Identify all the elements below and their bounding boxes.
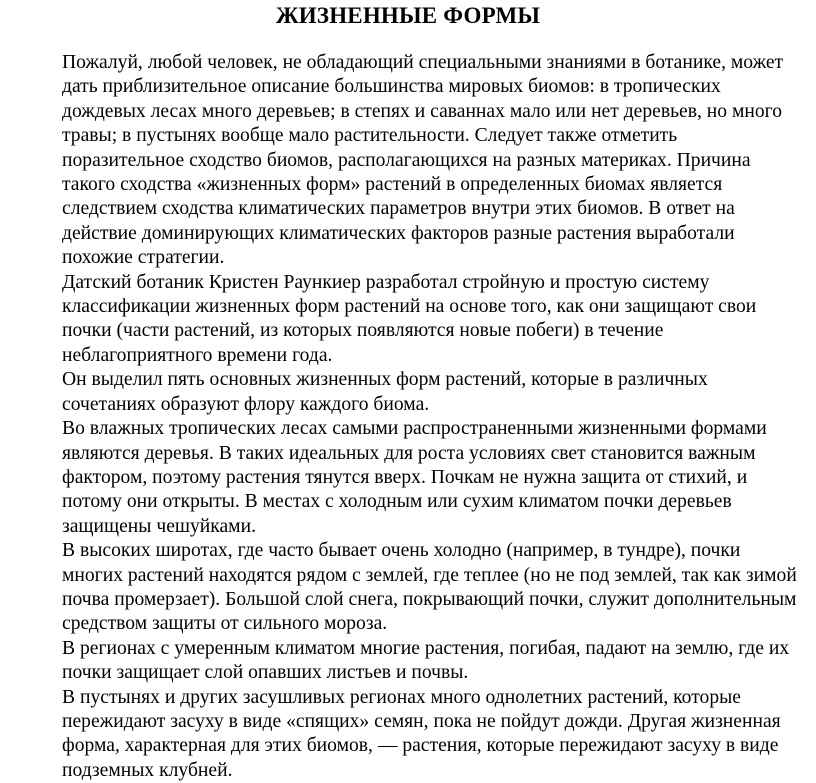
- paragraph-tropical-forests: Во влажных тропических лесах самыми распространенными жизненными формами являются деревья. В таких идеальных для роста условиях свет становится важным фактором, поэтому растения тянутся вверх. Почкам не нужна защита от стихий, и потому они открыты. В местах с холодным или сухим климатом почки деревьев защищены чешуйками.: [62, 418, 767, 537]
- document-body: [62, 51, 802, 783]
- paragraph-temperate-regions: В регионах с умеренным климатом многие растения, погибая, падают на землю, где их почки защищает слой опавших листьев и почвы.: [62, 637, 790, 684]
- paragraph-five-forms: Он выделил пять основных жизненных форм растений, которые в различных сочетаниях образуют флору каждого биома.: [62, 369, 708, 415]
- paragraph-raunkiaer-system: Датский ботаник Кристен Раункиер разработал стройную и простую систему классификации жизненных форм растений на основе того, как они защищают свои почки (части растений, из которых появляются новые побеги) в течение неблагоприятного времени года.: [62, 271, 757, 366]
- paragraph-deserts: В пустынях и других засушливых регионах много однолетних растений, которые пережидают засуху в виде «спящих» семян, пока не пойдут дожди. Другая жизненная форма, характерная для этих биомов, — растения, которые пережидают засуху в виде подземных клубней.: [62, 686, 781, 781]
- page-title: ЖИЗНЕННЫЕ ФОРМЫ: [275, 3, 541, 28]
- paragraph-biomes-intro: Пожалуй, любой человек, не обладающий специальными знаниями в ботанике, может дать приблизительное описание большинства мировых биомов: в тропических дождевых лесах много деревьев; в степях и саваннах мало или нет деревьев, но много травы; в пустынях вообще мало растительности. Следует также отметить поразительное сходство биомов, располагающихся на разных материках. Причина такого сходства «жизненных форм» растений в определенных биомах является следствием сходства климатических параметров внутри этих биомов. В ответ на действие доминирующих климатических факторов разные растения выработали похожие стратегии.: [62, 52, 784, 269]
- paragraph-high-latitudes: В высоких широтах, где часто бывает очень холодно (например, в тундре), почки многих растений находятся рядом с землей, где теплее (но не под землей, так как зимой почва промерзает). Большой слой снега, покрывающий почки, служит дополнительным средством защиты от сильного мороза.: [62, 540, 797, 635]
